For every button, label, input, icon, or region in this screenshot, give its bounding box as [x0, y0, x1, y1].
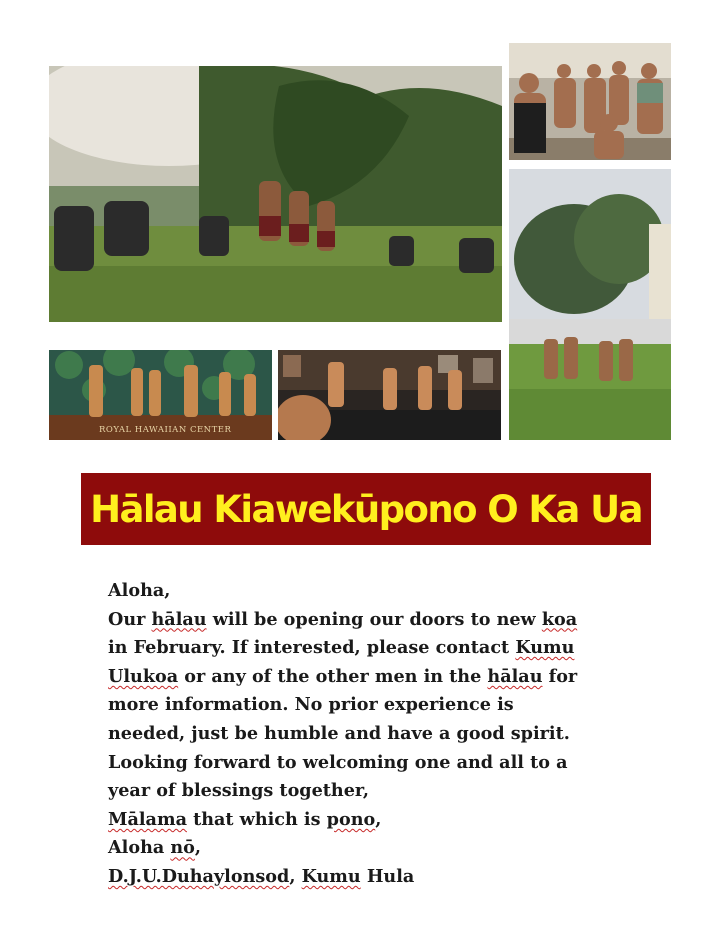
text-segment: Mālama: [108, 808, 187, 830]
text-segment: ,: [375, 808, 382, 830]
greeting: Aloha,: [108, 580, 171, 601]
royal-hawaiian-center-sign: ROYAL HAWAIIAN CENTER: [99, 425, 232, 435]
text-segment: Aloha: [108, 837, 171, 859]
letter-line-4: more information. No prior experience is: [108, 694, 514, 716]
letter-line-7: year of blessings together,: [108, 780, 370, 802]
text-segment: for: [542, 665, 578, 687]
photo-dance-palm-trees: [509, 169, 671, 440]
text-segment: in February. If interested, please contact: [108, 637, 516, 659]
text-segment: Ulukoa: [108, 665, 179, 687]
text-segment: or any of the other men in the: [178, 665, 488, 687]
text-segment: will be opening our doors to new: [206, 608, 542, 630]
closing-malama: [108, 806, 668, 835]
text-segment: that which is: [186, 808, 327, 830]
text-segment: Hula: [360, 865, 415, 887]
text-segment: koa: [541, 608, 578, 630]
signature: [108, 863, 668, 892]
text-segment: hālau: [151, 608, 207, 630]
text-segment: Kumu: [515, 637, 575, 659]
text-segment: ,: [194, 837, 202, 859]
text-segment: Kumu: [301, 865, 361, 887]
letter-body: [108, 577, 668, 892]
letter-line-6: Looking forward to welcoming one and all to a: [108, 751, 568, 773]
letter-line-3: [108, 663, 668, 692]
letter-line-5: needed, just be humble and have a good spirit.: [108, 722, 570, 744]
letter-line-2: [108, 634, 668, 663]
photo-royal-hawaiian-center-stage: [49, 350, 272, 440]
text-segment: pono: [326, 808, 376, 830]
halau-name-title: Hālau Kiawekūpono O Ka Ua: [90, 487, 642, 531]
letter-line-1: [108, 606, 668, 635]
text-segment: D.J.U.Duhaylonsod: [108, 865, 290, 887]
text-segment: ,: [289, 865, 302, 887]
text-segment: Our: [108, 608, 152, 630]
photo-group-indoor: [509, 43, 671, 160]
closing-aloha: [108, 834, 668, 863]
text-segment: nō: [170, 837, 195, 859]
title-banner: [81, 473, 651, 545]
photo-indoor-stage-performance: [278, 350, 501, 440]
photo-hula-performance-outdoor: [49, 66, 502, 322]
text-segment: hālau: [487, 665, 543, 687]
